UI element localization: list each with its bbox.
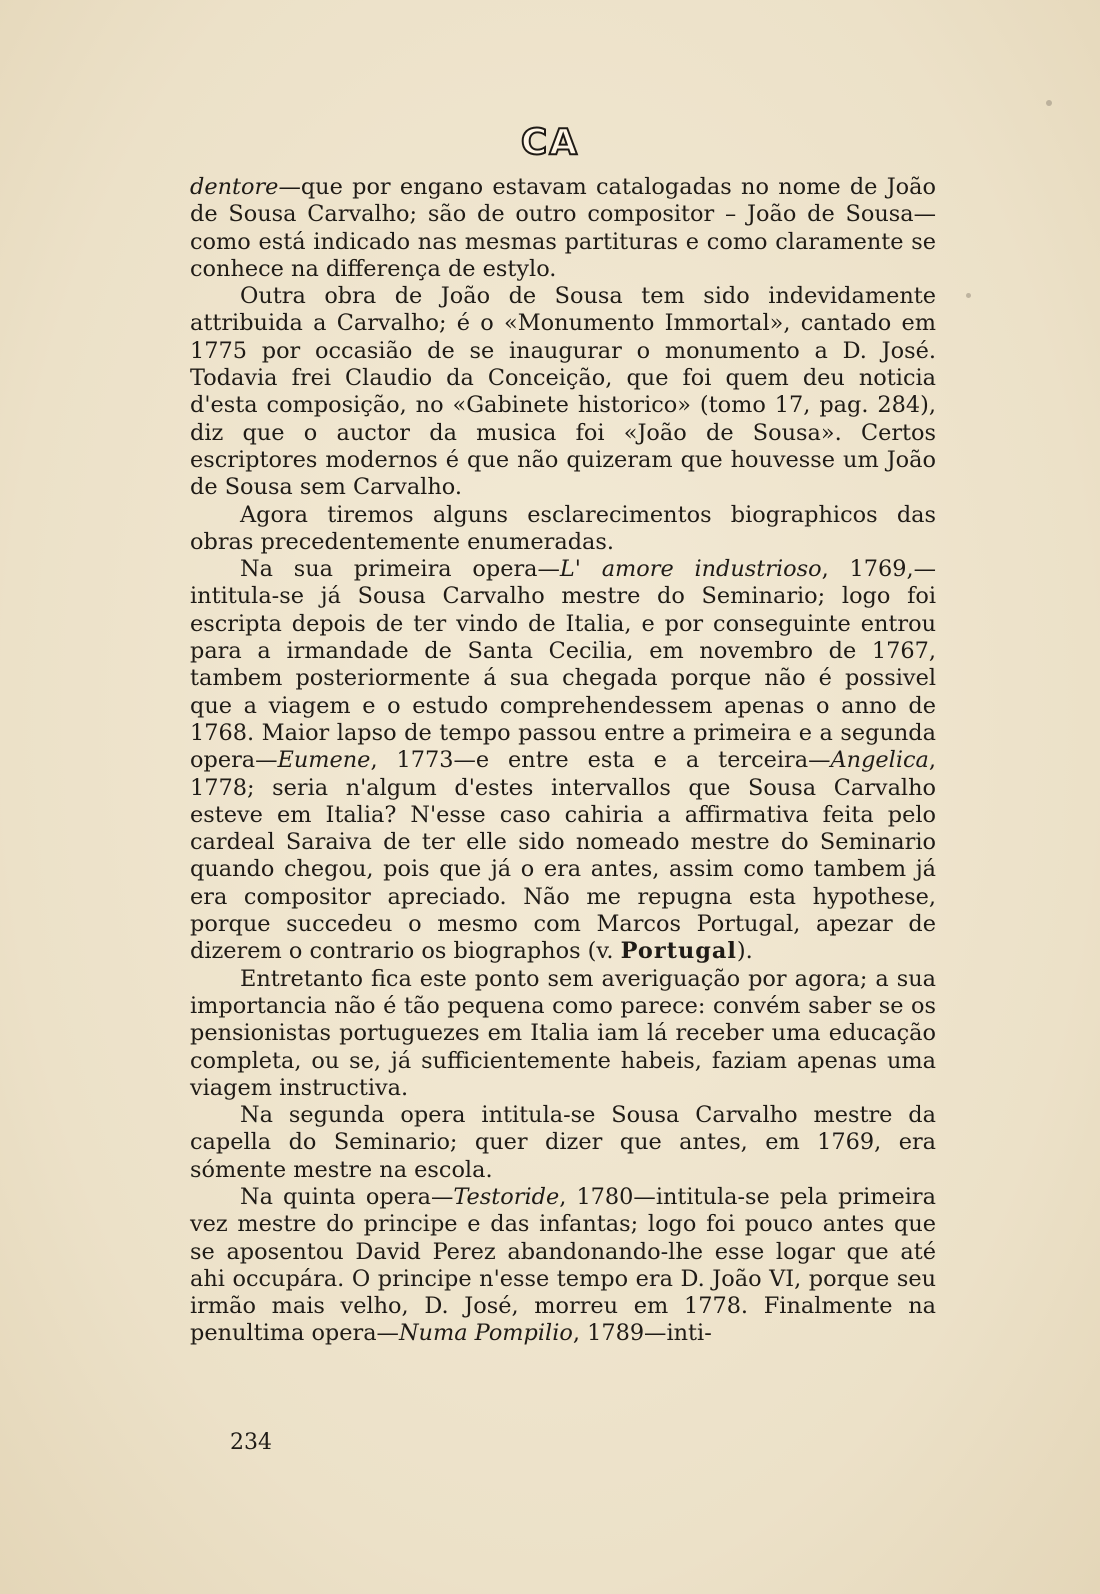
running-header: CA (520, 122, 580, 163)
text-run: Na quinta opera— (240, 1183, 454, 1210)
text-run: —que por engano estavam catalogadas no nome de João de Sousa Carvalho; são de outro compositor – João de Sousa—como está indicado nas mesmas partituras e como claramente se conhece na differença de estylo. (190, 174, 936, 282)
italic-title: Testoride (453, 1183, 560, 1210)
paragraph (190, 1184, 936, 1348)
italic-title: Angelica (830, 747, 929, 774)
page-number: 234 (230, 1430, 272, 1455)
text-run: Na segunda opera intitula-se Sousa Carvalho mestre da capella do Seminario; quer dizer que antes, em 1769, era sómente mestre na escola. (190, 1102, 936, 1183)
paragraph (190, 966, 936, 1102)
text-run: , 1778; seria n'algum d'estes intervallos que Sousa Carvalho esteve em Italia? N'esse caso cahiria a affirmativa feita pelo cardeal Saraiva de ter elle sido nomeado mestre do Seminario quando chegou, pois que já o era antes, assim como tambem já era compositor apreciado. Não me repugna esta hypothese, porque succedeu o mesmo com Marcos Portugal, apezar de dizerem o contrario os biographos (v. (190, 747, 936, 965)
paper-speck (1046, 100, 1052, 106)
italic-title: Eumene (277, 747, 371, 774)
italic-title: Numa Pompilio (398, 1320, 573, 1347)
text-run: Outra obra de João de Sousa tem sido indevidamente attribuida a Carvalho; é o «Monumento Immortal», cantado em 1775 por occasião de se inaugurar o monumento a D. José. Todavia frei Claudio da Conceição, que foi quem deu noticia d'esta composição, no «Gabinete historico» (tomo 17, pag. 284), diz que o auctor da musica foi «João de Sousa». Certos escriptores modernos é que não quizeram que houvesse um João de Sousa sem Carvalho. (190, 283, 936, 501)
italic-title: dentore (190, 174, 279, 200)
paragraph (190, 502, 936, 557)
body-text (190, 174, 936, 1348)
paper-speck (966, 293, 971, 298)
text-run: Agora tiremos alguns esclarecimentos biographicos das obras precedentemente enumeradas. (190, 501, 936, 555)
text-run: , 1773—e entre esta e a terceira— (370, 747, 831, 774)
cross-reference: Portugal (620, 938, 737, 965)
text-run: , 1780—intitula-se pela primeira vez mestre do principe e das infantas; logo foi pouco antes que se aposentou David Perez abandonando-lhe esse logar que até ahi occupára. O principe n'esse tempo era D. João VI, porque seu irmão mais velho, D. José, morreu em 1778. Finalmente na penultima opera— (190, 1183, 936, 1347)
paragraph (190, 556, 936, 965)
text-run: , 1789—inti- (572, 1320, 712, 1347)
italic-title: L' amore industrioso (559, 556, 822, 583)
paragraph (190, 283, 936, 501)
text-run: , 1769,—intitula-se já Sousa Carvalho mestre do Seminario; logo foi escripta depois de ter vindo de Italia, e por conseguinte entrou para a irmandade de Santa Cecilia, em novembro de 1767, tambem posteriormente á sua chegada porque não é possivel que a viagem e o estudo comprehendessem apenas o anno de 1768. Maior lapso de tempo passou entre a primeira e a segunda opera— (190, 556, 936, 774)
paragraph (190, 174, 936, 283)
text-run: Entretanto fica este ponto sem averiguação por agora; a sua importancia não é tão pequena como parece: convém saber se os pensionistas portuguezes em Italia iam lá receber uma educação completa, ou se, já sufficientemente habeis, faziam apenas uma viagem instructiva. (190, 965, 936, 1101)
text-run: ). (736, 938, 753, 965)
text-run: Na sua primeira opera— (240, 556, 560, 583)
paragraph (190, 1102, 936, 1184)
